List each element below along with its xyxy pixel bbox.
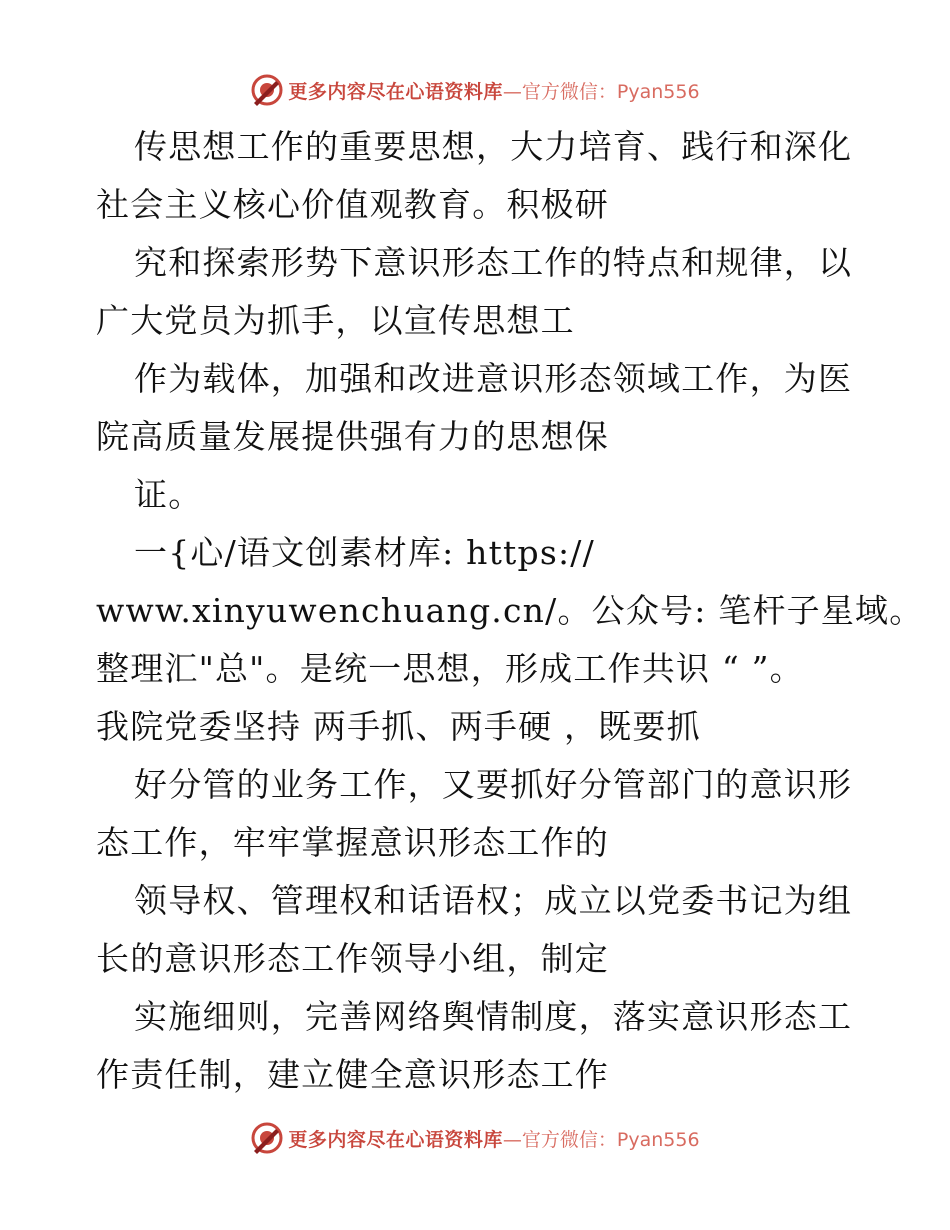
pen-logo-icon xyxy=(250,73,284,107)
text-line: 整理汇"总"。是统一思想，形成工作共识 “ ”。 xyxy=(96,649,804,688)
header-watermark-wechat: —官方微信：Pyan556 xyxy=(502,80,700,103)
text-line: 传思想工作的重要思想，大力培育、践行和深化 xyxy=(134,127,853,166)
text-line: 我院党委坚持 两手抓、两手硬 ，既要抓 xyxy=(96,707,701,746)
text-line: 长的意识形态工作领导小组，制定 xyxy=(96,939,609,978)
footer-watermark-text: 更多内容尽在心语资料库 xyxy=(288,1128,503,1151)
text-line: 广大党员为抓手，以宣传思想工 xyxy=(96,301,575,340)
pen-logo-icon xyxy=(250,1121,284,1155)
text-line: 领导权、管理权和话语权；成立以党委书记为组 xyxy=(134,881,853,920)
text-line: 实施细则，完善网络舆情制度，落实意识形态工 xyxy=(134,997,853,1036)
text-line: 好分管的业务工作，又要抓好分管部门的意识形 xyxy=(134,765,853,804)
text-line: 作为载体，加强和改进意识形态领域工作，为医 xyxy=(134,359,853,398)
text-line: 社会主义核心价值观教育。积极研 xyxy=(96,185,609,224)
text-line: 一{心/语文创素材库: https:// xyxy=(134,533,595,572)
text-line: 究和探索形势下意识形态工作的特点和规律，以 xyxy=(134,243,853,282)
text-line: 院高质量发展提供强有力的思想保 xyxy=(96,417,609,456)
text-line: 作责任制，建立健全意识形态工作 xyxy=(96,1055,609,1094)
text-line: www.xinyuwenchuang.cn/。公众号: 笔杆子星域。 xyxy=(96,591,924,630)
footer-watermark-wechat: —官方微信：Pyan556 xyxy=(502,1128,700,1151)
text-line: 态工作，牢牢掌握意识形态工作的 xyxy=(96,823,609,862)
text-line: 证。 xyxy=(134,475,203,514)
footer-watermark xyxy=(0,1118,950,1158)
header-watermark-text: 更多内容尽在心语资料库 xyxy=(288,80,503,103)
document-body xyxy=(96,118,924,1104)
header-watermark xyxy=(0,70,950,110)
